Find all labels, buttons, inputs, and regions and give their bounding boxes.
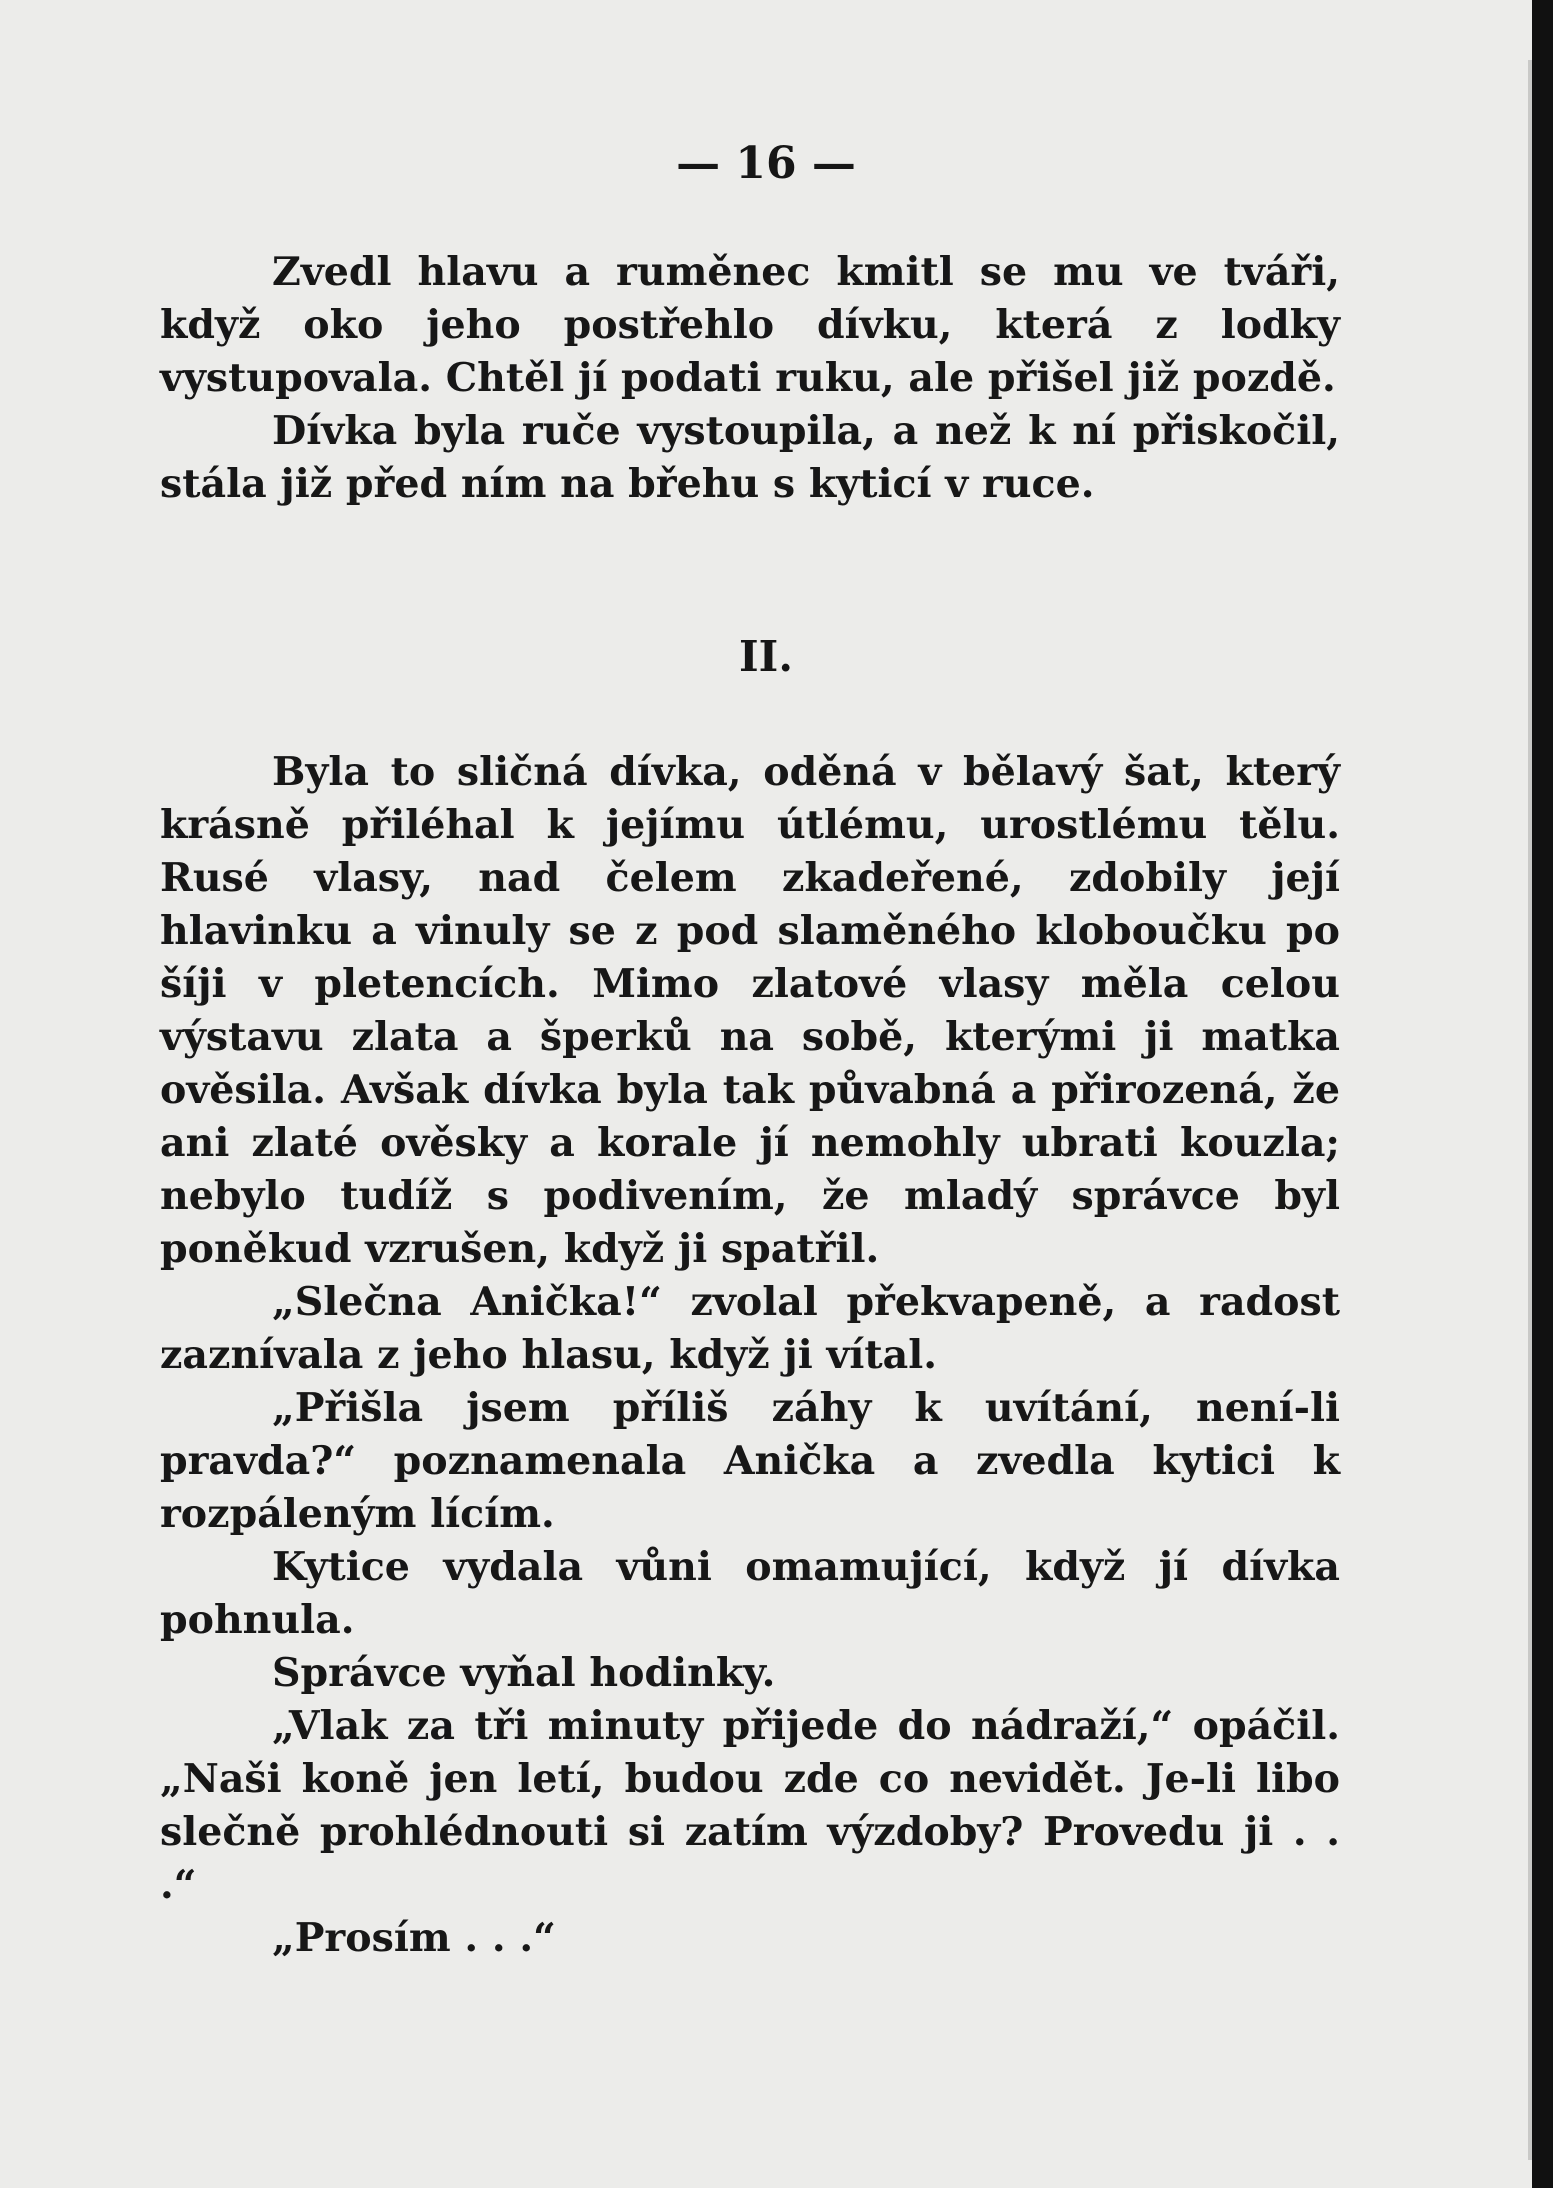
chapter-text [160,746,1340,1965]
paragraph: Kytice vydala vůni omamující, když jí dívka pohnula. [160,1544,1340,1643]
paragraph: Dívka byla ruče vystoupila, a než k ní přiskočil, stála již před ním na břehu s kyticí v ruce. [160,408,1340,507]
scan-border [1532,0,1553,2188]
paragraph: „Vlak za tři minuty přijede do nádraží,“ opáčil. „Naši koně jen letí, budou zde co nevidět. Je-li libo slečně prohlédnouti si zatím výzdoby? Provedu ji . . .“ [160,1703,1340,1908]
paragraph: „Slečna Anička!“ zvolal překvapeně, a radost zaznívala z jeho hlasu, když ji vítal. [160,1279,1340,1378]
paragraph: Správce vyňal hodinky. [272,1650,776,1696]
chapter-heading: II. [739,632,793,681]
paragraph: Zvedl hlavu a ruměnec kmitl se mu ve tváři, když oko jeho postřehlo dívku, která z lodky vystupovala. Chtěl jí podati ruku, ale přišel již pozdě. [160,249,1340,401]
paragraph: „Prosím . . .“ [272,1915,556,1961]
paragraph: „Přišla jsem příliš záhy k uvítání, není-li pravda?“ poznamenala Anička a zvedla kytici k rozpáleným lícím. [160,1385,1340,1537]
page-number: — 16 — [676,138,856,189]
paragraph: Byla to sličná dívka, oděná v bělavý šat, který krásně přiléhal k jejímu útlému, urostlému tělu. Rusé vlasy, nad čelem zkadeřené, zdobily její hlavinku a vinuly se z pod slaměného kloboučku po šíji v pletencích. Mimo zlatové vlasy měla celou výstavu zlata a šperků na sobě, kterými ji matka ověsila. Avšak dívka byla tak půvabná a přirozená, že ani zlaté ověsky a korale jí nemohly ubrati kouzla; nebylo tudíž s podivením, že mladý správce byl poněkud vzrušen, když ji spatřil. [160,749,1340,1272]
opening-text [160,246,1340,511]
